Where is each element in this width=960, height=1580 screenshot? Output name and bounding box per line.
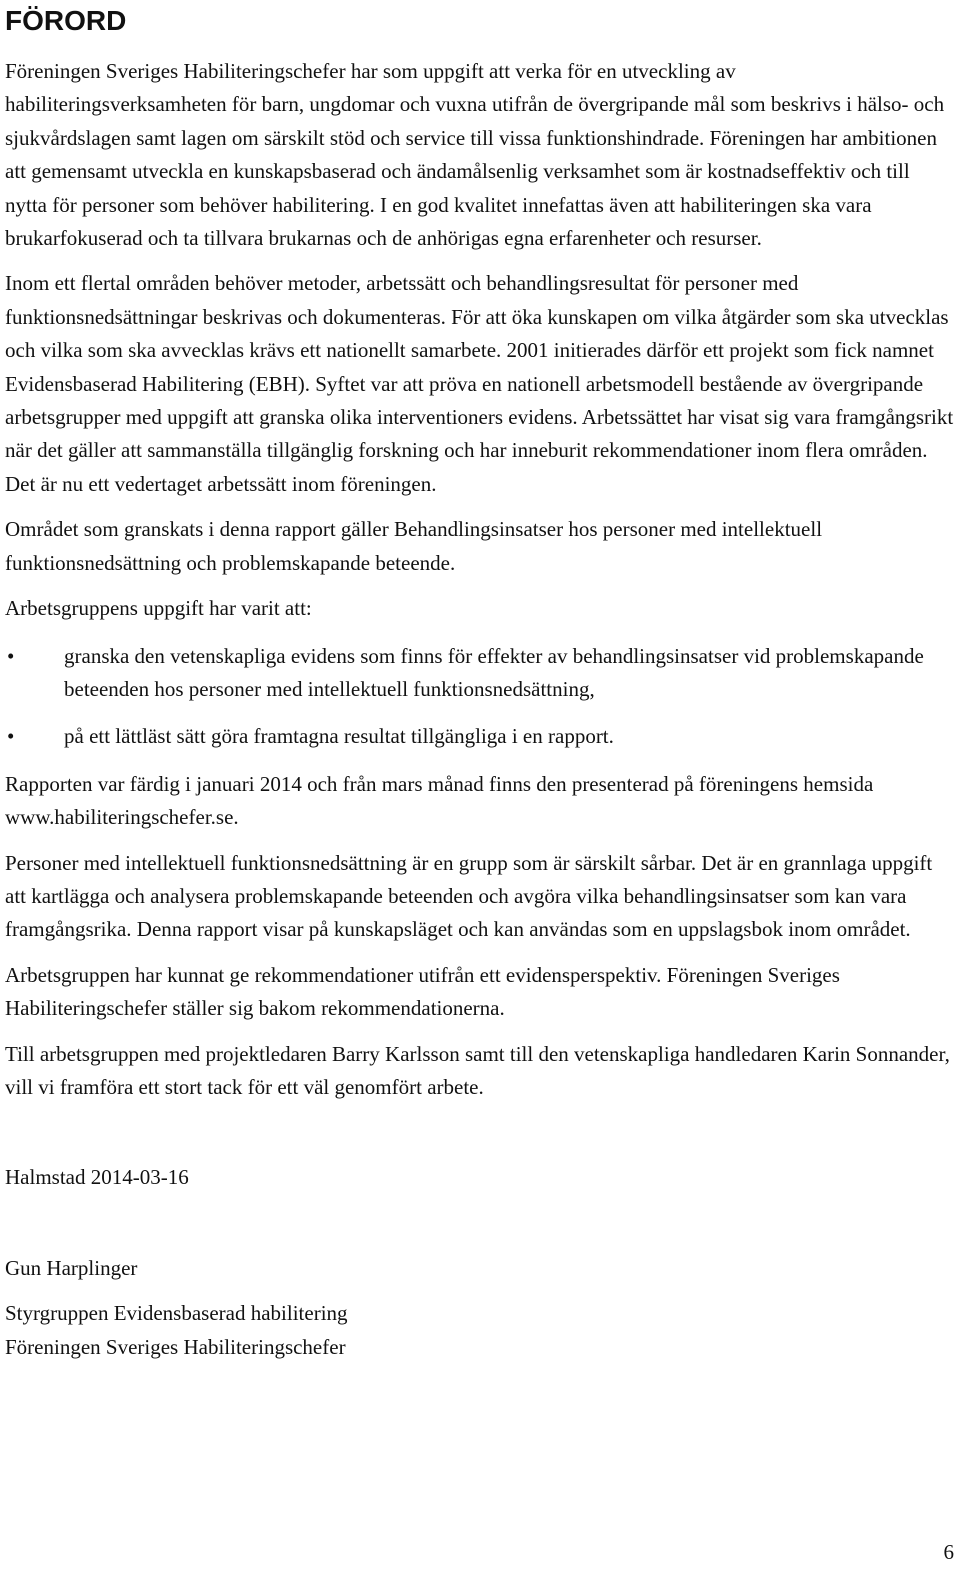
paragraph-methods: Inom ett flertal områden behöver metoder, arbetssätt och behandlingsresultat för personer med funktionsnedsättningar beskrivas och dokumenteras. För att öka kunskapen om vilka åtgärder som ska utvecklas och vilka som ska avvecklas krävs ett nationellt samarbete. 2001 initierades därför ett projekt som fick namnet Evidensbaserad Habilitering (EBH). Syftet var att pröva en nationell arbetsmodell bestående av övergripande arbetsgrupper med uppgift att granska olika interventioners evidens. Arbetssättet har visat sig vara framgångsrikt när det gäller att sammanställa tillgänglig forskning och har inneburit rekommendationer inom flera områden. Det är nu ett vedertaget arbetssätt inom föreningen. [5,271,954,496]
paragraph-report-ready: Rapporten var färdig i januari 2014 och från mars månad finns den presenterad på föreningens hemsida www.habiliteringschefer.se. [5,771,874,830]
list-item [5,640,955,707]
paragraph-intro: Föreningen Sveriges Habiliteringschefer har som uppgift att verka för en utveckling av habiliteringsverksamheten för barn, ungdomar och vuxna utifrån de övergripande mål som beskrivs i hälso- och sjukvårdslagen samt lagen om särskilt stöd och service till vissa funktionshindrade. Föreningen har ambitionen att gemensamt utveckla en kunskapsbaserad och ändamålsenlig verksamhet som är kostnadseffektiv och till nytta för personer som behöver habilitering. I en god kvalitet innefattas även att habiliteringen ska vara brukarfokuserad och ta tillvara brukarnas och de anhörigas egna erfarenheter och resurser. [5,59,945,251]
page-number: 6 [943,1540,954,1564]
paragraph-scope: Området som granskats i denna rapport gäller Behandlingsinsatser hos personer med intellektuell funktionsnedsättning och problemskapande beteende. [5,517,823,575]
list-item-text: på ett lättläst sätt göra framtagna resultat tillgängliga i en rapport. [64,724,614,749]
paragraph-recommendations: Arbetsgruppen har kunnat ge rekommendationer utifrån ett evidensperspektiv. Föreningen Sveriges Habiliteringschefer ställer sig bakom rekommendationerna. [5,962,840,1021]
paragraph-thanks: Till arbetsgruppen med projektledaren Barry Karlsson samt till den vetenskapliga handledaren Karin Sonnander, vill vi framföra ett stort tack för ett väl genomfört arbete. [5,1041,950,1099]
bullet-icon: • [7,643,15,668]
task-list [5,640,955,754]
document-page [5,0,955,1364]
organization-line-2: Föreningen Sveriges Habiliteringschefer [5,1334,346,1359]
place-date: Halmstad 2014-03-16 [5,1165,189,1190]
paragraph-vulnerable-group: Personer med intellektuell funktionsnedsättning är en grupp som är särskilt sårbar. Det är en grannlaga uppgift att kartlägga och analysera problemskapande beteenden och avgöra vilka behandlingsinsatser som kan vara framgångsrika. Denna rapport visar på kunskapsläget och kan användas som en uppslagsbok inom området. [5,850,933,942]
page-title: FÖRORD [5,5,127,36]
signer-name: Gun Harplinger [5,1255,138,1280]
list-item [5,720,955,753]
organization-line-1: Styrgruppen Evidensbaserad habilitering [5,1301,348,1326]
list-item-text: granska den vetenskapliga evidens som finns för effekter av behandlingsinsatser vid problemskapande beteenden hos personer med intellektuell funktionsnedsättning, [64,643,924,701]
bullet-icon: • [7,724,15,749]
paragraph-task-intro: Arbetsgruppens uppgift har varit att: [5,596,312,621]
